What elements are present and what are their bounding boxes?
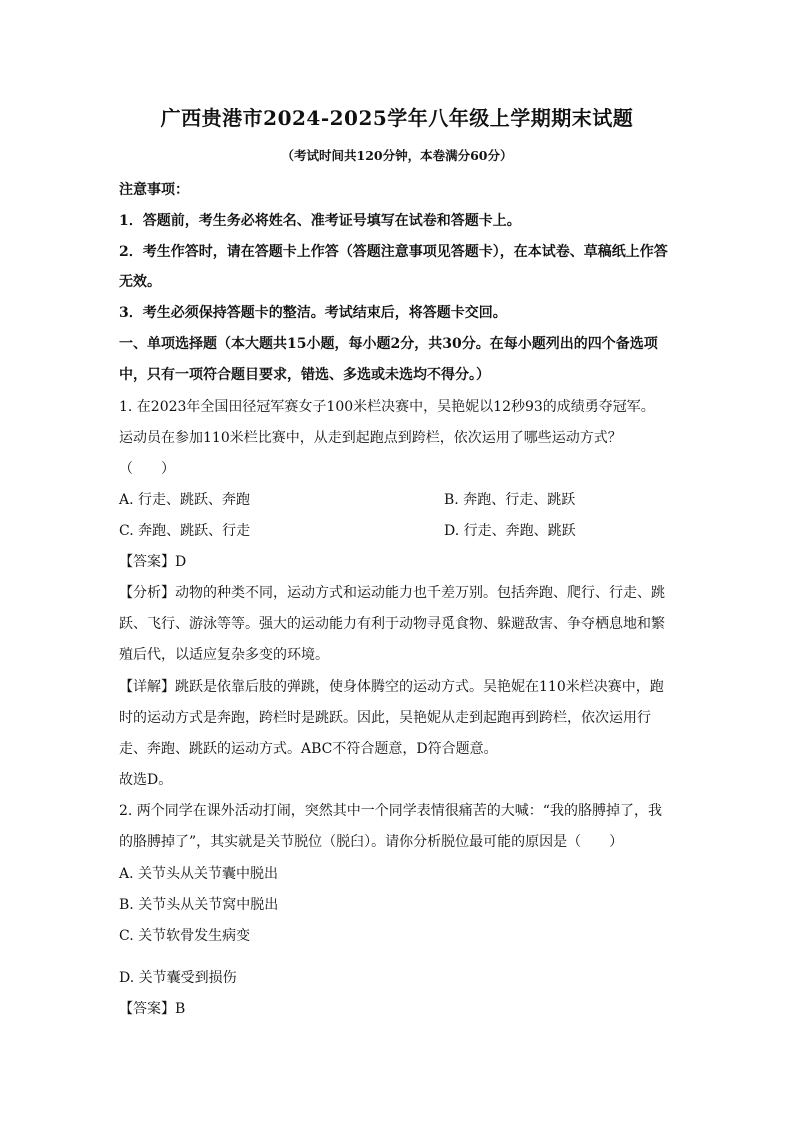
q1-conclusion: 故选D。 bbox=[119, 772, 173, 788]
q2-option-d: D. 关节囊受到损伤 bbox=[119, 970, 237, 986]
section-heading: 一、单项选择题（本大题共15小题，每小题2分，共30分。在每小题列出的四个备选项 bbox=[119, 336, 658, 352]
q1-option-c: C. 奔跑、跳跃、行走 bbox=[119, 523, 251, 539]
q1-option-d: D. 行走、奔跑、跳跃 bbox=[444, 523, 576, 539]
q2-option-b: B. 关节头从关节窝中脱出 bbox=[119, 897, 279, 913]
q1-answer: 【答案】D bbox=[119, 554, 187, 570]
q1-analysis: 殖后代，以适应复杂多变的环境。 bbox=[119, 647, 329, 663]
notice-item: 2．考生作答时，请在答题卡上作答（答题注意事项见答题卡），在本试卷、草稿纸上作答 bbox=[119, 244, 668, 260]
q1-option-b: B. 奔跑、行走、跳跃 bbox=[444, 492, 576, 508]
q1-analysis: 跃、飞行、游泳等等。强大的运动能力有利于动物寻觅食物、躲避敌害、争夺栖息地和繁 bbox=[119, 616, 665, 632]
q2-answer: 【答案】B bbox=[119, 1001, 186, 1017]
q2-option-c: C. 关节软骨发生病变 bbox=[119, 928, 251, 944]
notice-item: 1．答题前，考生务必将姓名、准考证号填写在试卷和答题卡上。 bbox=[119, 213, 521, 229]
q1-detail: 走、奔跑、跳跃的运动方式。ABC不符合题意，D符合题意。 bbox=[119, 741, 498, 757]
question-2-stem: 2. 两个同学在课外活动打闹，突然其中一个同学表情很痛苦的大喊：“我的胳膊掉了，我 bbox=[119, 803, 662, 819]
q1-analysis: 【分析】动物的种类不同，运动方式和运动能力也千差万别。包括奔跑、爬行、行走、跳 bbox=[119, 585, 665, 601]
section-heading-cont: 中，只有一项符合题目要求，错选、多选或未选均不得分。） bbox=[119, 367, 490, 383]
q1-option-a: A. 行走、跳跃、奔跑 bbox=[119, 492, 251, 508]
exam-title: 广西贵港市2024-2025学年八年级上学期期末试题 bbox=[160, 106, 634, 130]
question-2-stem-cont: 的胳膊掉了”，其实就是关节脱位（脱臼）。请你分析脱位最可能的原因是（ ） bbox=[119, 834, 624, 850]
q1-detail: 【详解】跳跃是依靠后肢的弹跳，使身体腾空的运动方式。吴艳妮在110米栏决赛中，跑 bbox=[119, 679, 664, 695]
question-1-stem-cont: 运动员在参加110米栏比赛中，从走到起跑点到跨栏，依次运用了哪些运动方式？ bbox=[119, 430, 622, 446]
q1-detail: 时的运动方式是奔跑，跨栏时是跳跃。因此，吴艳妮从走到起跑再到跨栏，依次运用行 bbox=[119, 710, 651, 726]
question-1-stem: 1. 在2023年全国田径冠军赛女子100米栏决赛中，吴艳妮以12秒93的成绩勇夺冠军。 bbox=[119, 399, 655, 415]
notice-item: 3．考生必须保持答题卡的整洁。考试结束后，将答题卡交回。 bbox=[119, 305, 507, 321]
question-1-blank: （ ） bbox=[119, 461, 175, 477]
notice-heading: 注意事项： bbox=[119, 182, 189, 198]
q2-option-a: A. 关节头从关节囊中脱出 bbox=[119, 866, 279, 882]
notice-item: 无效。 bbox=[119, 274, 161, 290]
exam-subtitle: （考试时间共120分钟，本卷满分60分） bbox=[281, 148, 513, 163]
